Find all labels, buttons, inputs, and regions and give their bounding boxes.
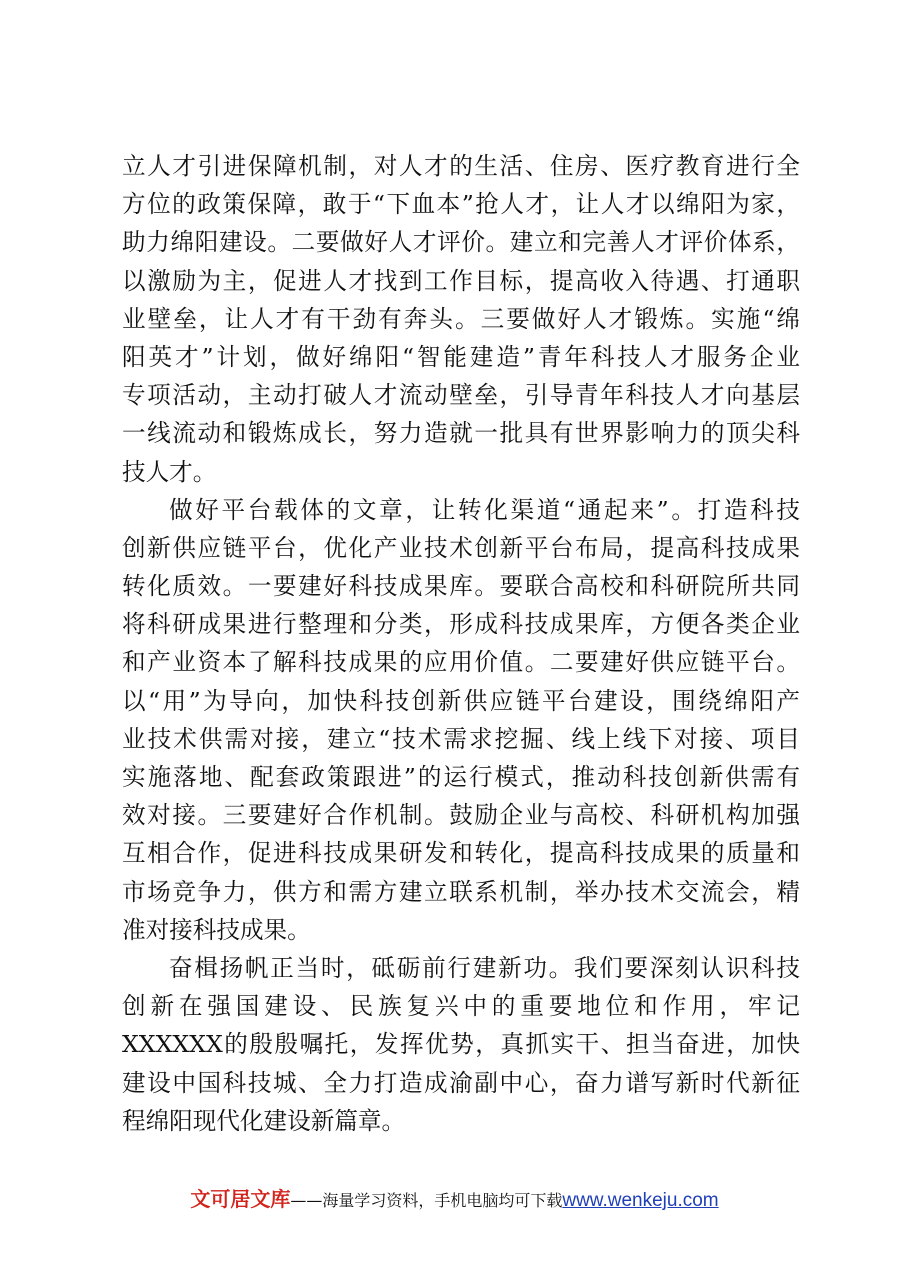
body-line: 互相合作，促进科技成果研发和转化，提高科技成果的质量和	[122, 839, 800, 868]
document-body	[122, 147, 800, 1140]
body-line: 效对接。三要建好合作机制。鼓励企业与高校、科研机构加强	[122, 801, 800, 830]
body-line: 和产业资本了解科技成果的应用价值。二要建好供应链平台。	[122, 648, 800, 677]
body-line: 助力绵阳建设。二要做好人才评价。建立和完善人才评价体系，	[122, 228, 800, 257]
body-line: 市场竞争力，供方和需方建立联系机制，举办技术交流会，精	[122, 877, 800, 906]
body-line: 业壁垒，让人才有干劲有奔头。三要做好人才锻炼。实施“绵	[122, 304, 800, 333]
paragraph-first-line: 做好平台载体的文章，让转化渠道“通起来”。打造科技	[169, 495, 800, 524]
body-line: 实施落地、配套政策跟进”的运行模式，推动科技创新供需有	[122, 763, 800, 791]
body-line: XXXXXX的殷殷嘱托，发挥优势，真抓实干、担当奋进，加快	[122, 1030, 800, 1059]
body-line: 创新供应链平台，优化产业技术创新平台布局，提高科技成果	[122, 533, 800, 562]
body-line: 阳英才”计划，做好绵阳“智能建造”青年科技人才服务企业	[122, 342, 800, 371]
body-line: 创新在强国建设、民族复兴中的重要地位和作用，牢记	[122, 992, 800, 1021]
body-line: 立人才引进保障机制，对人才的生活、住房、医疗教育进行全	[122, 152, 800, 180]
body-line: 将科研成果进行整理和分类，形成科技成果库，方便各类企业	[122, 610, 800, 639]
paragraph-first-line: 奋楫扬帆正当时，砥砺前行建新功。我们要深刻认识科技	[169, 953, 800, 982]
body-line: 业技术供需对接，建立“技术需求挖掘、线上线下对接、项目	[122, 724, 800, 753]
body-line: 以激励为主，促进人才找到工作目标，提高收入待遇、打通职	[122, 266, 800, 295]
body-line: 建设中国科技城、全力打造成渝副中心，奋力谱写新时代新征	[122, 1068, 800, 1097]
website-link[interactable]: www.wenkeju.com	[562, 1190, 719, 1211]
body-line: 转化质效。一要建好科技成果库。要联合高校和科研院所共同	[122, 572, 800, 601]
footer-banner	[0, 1183, 909, 1212]
body-line: 程绵阳现代化建设新篇章。	[122, 1106, 406, 1135]
body-line: 方位的政策保障，敢于“下血本”抢人才，让人才以绵阳为家，	[122, 190, 800, 219]
body-line: 技人才。	[122, 457, 217, 486]
body-line: 专项活动，主动打破人才流动壁垒，引导青年科技人才向基层	[122, 381, 800, 410]
brand-name: 文可居文库	[190, 1187, 291, 1211]
body-line: 准对接科技成果。	[122, 915, 311, 944]
body-line: 一线流动和锻炼成长，努力造就一批具有世界影响力的顶尖科	[122, 419, 800, 448]
footer-slogan: ——海量学习资料，手机电脑均可下载	[290, 1191, 563, 1210]
body-line: 以“用”为导向，加快科技创新供应链平台建设，围绕绵阳产	[122, 686, 800, 715]
